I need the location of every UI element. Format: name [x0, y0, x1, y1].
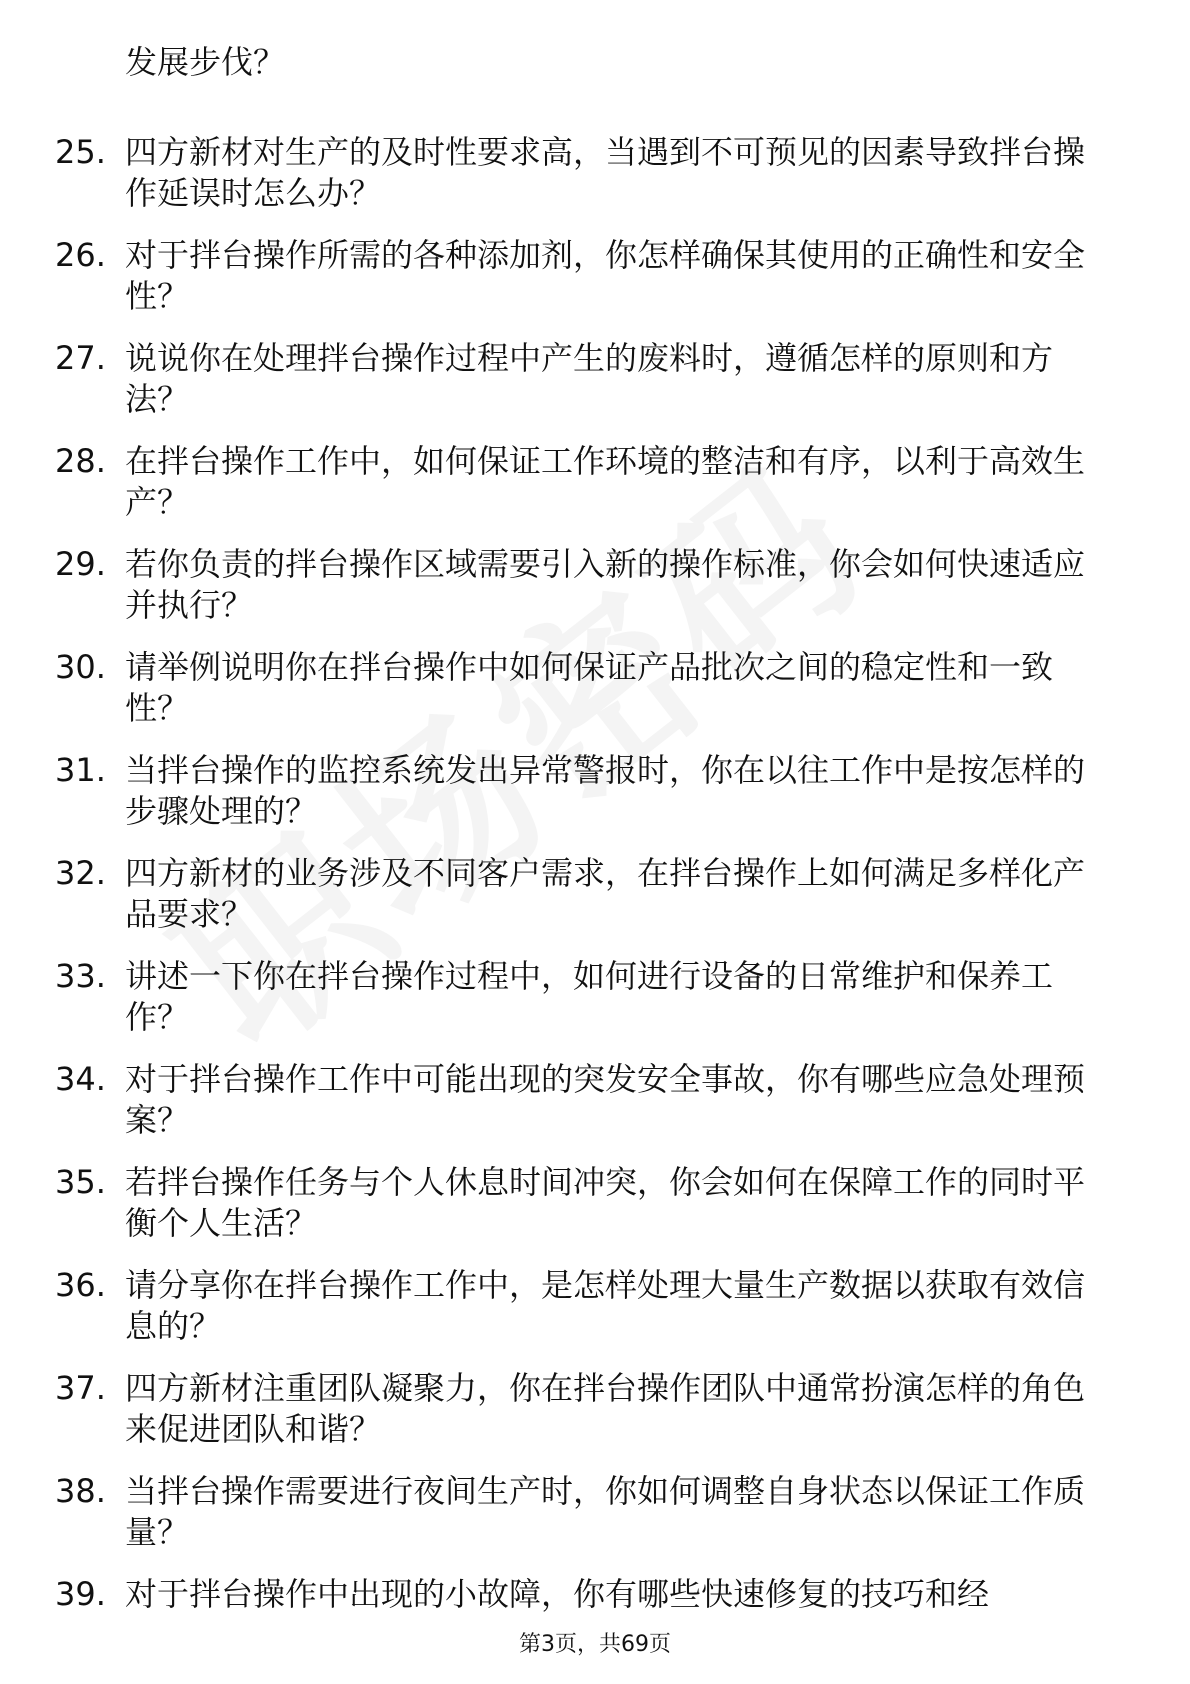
question-number: 36.: [55, 1266, 106, 1304]
question-number: 34.: [55, 1060, 106, 1098]
question-number: 27.: [55, 339, 106, 377]
list-item: [55, 235, 1140, 317]
list-item: [55, 1162, 1140, 1244]
question-text: 当拌台操作需要进行夜间生产时，你如何调整自身状态以保证工作质量？: [125, 1472, 1086, 1551]
continued-question-text: 发展步伐？: [125, 43, 286, 81]
question-text: 讲述一下你在拌台操作过程中，如何进行设备的日常维护和保养工作？: [125, 957, 1054, 1036]
question-text: 若拌台操作任务与个人休息时间冲突，你会如何在保障工作的同时平衡个人生活？: [125, 1163, 1086, 1242]
list-item: [55, 853, 1140, 935]
question-number: 33.: [55, 957, 106, 995]
question-text: 说说你在处理拌台操作过程中产生的废料时，遵循怎样的原则和方法？: [125, 339, 1054, 418]
list-item: [55, 647, 1140, 729]
question-number: 25.: [55, 133, 106, 171]
question-text: 在拌台操作工作中，如何保证工作环境的整洁和有序，以利于高效生产？: [125, 442, 1086, 521]
page-footer: 第3页，共69页: [519, 1632, 671, 1657]
question-number: 35.: [55, 1163, 106, 1201]
question-number: 37.: [55, 1369, 106, 1407]
question-text: 对于拌台操作所需的各种添加剂，你怎样确保其使用的正确性和安全性？: [125, 236, 1086, 315]
list-item: [55, 132, 1140, 214]
question-number: 28.: [55, 442, 106, 480]
question-number: 26.: [55, 236, 106, 274]
list-item: [55, 750, 1140, 832]
question-text: 四方新材的业务涉及不同客户需求，在拌台操作上如何满足多样化产品要求？: [125, 854, 1086, 933]
question-number: 30.: [55, 648, 106, 686]
question-text: 请分享你在拌台操作工作中，是怎样处理大量生产数据以获取有效信息的？: [125, 1266, 1086, 1345]
list-item: [55, 956, 1140, 1038]
question-number: 32.: [55, 854, 106, 892]
list-item: [55, 1368, 1140, 1450]
question-text: 对于拌台操作工作中可能出现的突发安全事故，你有哪些应急处理预案？: [125, 1060, 1086, 1139]
list-item: [55, 1574, 1140, 1615]
question-content: [55, 42, 1140, 1636]
list-item: [55, 441, 1140, 523]
question-number: 29.: [55, 545, 106, 583]
question-number: 38.: [55, 1472, 106, 1510]
list-item: [55, 338, 1140, 420]
question-text: 对于拌台操作中出现的小故障，你有哪些快速修复的技巧和经: [125, 1575, 990, 1613]
question-number: 31.: [55, 751, 106, 789]
list-item: [55, 1265, 1140, 1347]
list-item: [55, 1059, 1140, 1141]
question-list: [55, 132, 1140, 1615]
question-text: 四方新材对生产的及时性要求高，当遇到不可预见的因素导致拌台操作延误时怎么办？: [125, 133, 1086, 212]
list-item: [55, 1471, 1140, 1553]
question-text: 当拌台操作的监控系统发出异常警报时，你在以往工作中是按怎样的步骤处理的？: [125, 751, 1086, 830]
question-number: 39.: [55, 1575, 106, 1613]
question-text: 四方新材注重团队凝聚力，你在拌台操作团队中通常扮演怎样的角色来促进团队和谐？: [125, 1369, 1086, 1448]
list-item: [55, 544, 1140, 626]
question-text: 若你负责的拌台操作区域需要引入新的操作标准，你会如何快速适应并执行？: [125, 545, 1086, 624]
question-text: 请举例说明你在拌台操作中如何保证产品批次之间的稳定性和一致性？: [125, 648, 1054, 727]
